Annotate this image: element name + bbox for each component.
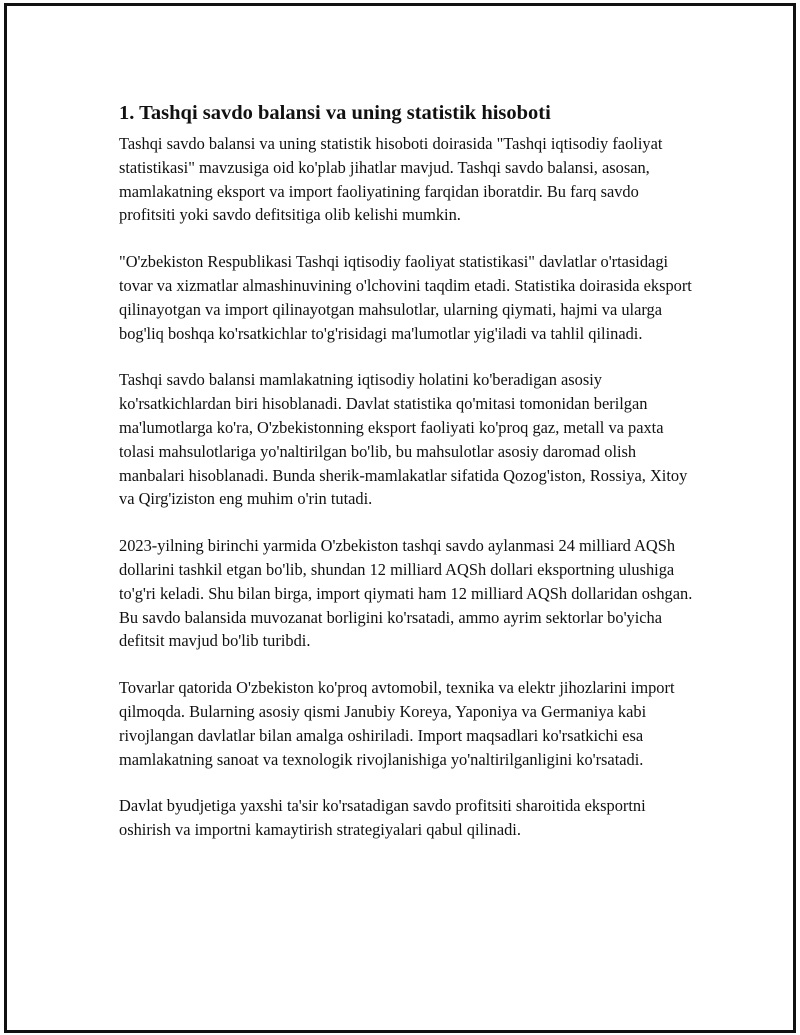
page-frame	[4, 3, 796, 1033]
paragraph-6: Davlat byudjetiga yaxshi ta'sir ko'rsatadigan savdo profitsiti sharoitida eksportni oshirish va importni kamaytirish strategiyalari qabul qilinadi.	[119, 796, 646, 840]
paragraph-3: Tashqi savdo balansi mamlakatning iqtisodiy holatini ko'beradigan asosiy ko'rsatkichlardan biri hisoblanadi. Davlat statistika qo'mitasi tomonidan berilgan ma'lumotlarga ko'ra, O'zbekistonning eksport faoliyati ko'proq gaz, metall va paxta tolasi mahsulotlariga yo'naltirilgan bo'lib, bu mahsulotlar asosiy daromad olish manbalari hisoblanadi. Bunda sherik-mamlakatlar sifatida Qozog'iston, Rossiya, Xitoy va Qirg'iziston eng muhim o'rin tutadi.	[119, 370, 688, 509]
paragraph-1: Tashqi savdo balansi va uning statistik hisoboti doirasida "Tashqi iqtisodiy faoliyat statistikasi" mavzusiga oid ko'plab jihatlar mavjud. Tashqi savdo balansi, asosan, mamlakatning eksport va import faoliyatining farqidan iboratdir. Bu farq savdo profitsiti yoki savdo defitsitiga olib kelishi mumkin.	[119, 134, 663, 225]
paragraph-4: 2023-yilning birinchi yarmida O'zbekiston tashqi savdo aylanmasi 24 milliard AQSh dollarini tashkil etgan bo'lib, shundan 12 milliard AQSh dollari eksportning ulushiga to'g'ri keladi. Shu bilan birga, import qiymati ham 12 milliard AQSh dollaridan oshgan. Bu savdo balansida muvozanat borligini ko'rsatadi, ammo ayrim sektorlar bo'yicha defitsit mavjud bo'lib turibdi.	[119, 536, 693, 651]
paragraph-5: Tovarlar qatorida O'zbekiston ko'proq avtomobil, texnika va elektr jihozlarini import qilmoqda. Bularning asosiy qismi Janubiy Koreya, Yaponiya va Germaniya kabi rivojlangan davlatlar bilan amalga oshiriladi. Import maqsadlari ko'rsatkichi esa mamlakatning sanoat va texnologik rivojlanishiga yo'naltirilganligini ko'rsatadi.	[119, 678, 675, 769]
section-heading: 1. Tashqi savdo balansi va uning statistik hisoboti	[119, 102, 551, 124]
document-body	[119, 101, 694, 865]
paragraph-2: "O'zbekiston Respublikasi Tashqi iqtisodiy faoliyat statistikasi" davlatlar o'rtasidagi tovar va xizmatlar almashinuvining o'lchovini taqdim etadi. Statistika doirasida eksport qilinayotgan va import qilinayotgan mahsulotlar, ularning qiymati, hajmi va ularga bog'liq boshqa ko'rsatkichlar to'g'risidagi ma'lumotlar yig'iladi va tahlil qilinadi.	[119, 252, 692, 343]
